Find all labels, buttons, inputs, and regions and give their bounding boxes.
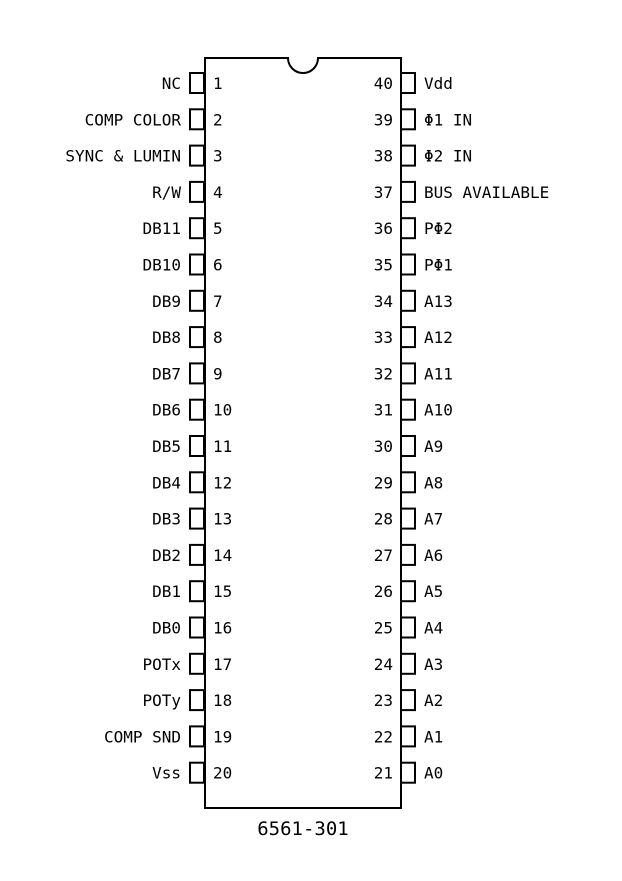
left-pin-3 — [65, 146, 222, 166]
pin-number: 23 — [373, 691, 393, 711]
left-pin-12 — [152, 472, 232, 492]
pin-stub — [190, 291, 204, 311]
pin-number: 15 — [213, 582, 233, 602]
left-pin-10 — [152, 400, 232, 420]
pin-label: Φ1 IN — [424, 110, 473, 130]
pin-stub — [401, 363, 415, 383]
pin-label: R/W — [152, 182, 181, 202]
left-pin-5 — [142, 218, 222, 238]
right-pin-40 — [374, 73, 453, 93]
pin-number: 38 — [373, 146, 393, 166]
left-pin-15 — [152, 581, 232, 601]
pin-number: 33 — [373, 328, 393, 348]
left-pin-1 — [162, 73, 223, 93]
right-pin-39 — [374, 109, 472, 129]
pin-number: 27 — [373, 545, 393, 565]
right-pin-34 — [374, 291, 453, 311]
pin-stub — [401, 73, 415, 93]
pin-label: A13 — [424, 291, 453, 311]
pin-stub — [401, 291, 415, 311]
pin-number: 4 — [213, 182, 223, 202]
pin-number: 29 — [373, 473, 393, 493]
pin-stub — [401, 690, 415, 710]
pin-stub — [401, 618, 415, 638]
pin-stub — [190, 763, 204, 783]
left-pin-9 — [152, 363, 223, 383]
pin-stub — [190, 73, 204, 93]
pin-label: BUS AVAILABLE — [424, 182, 550, 202]
pin-label: A5 — [424, 582, 444, 602]
pin-label: A1 — [424, 727, 444, 747]
pin-number: 19 — [213, 727, 233, 747]
left-pin-14 — [152, 545, 232, 565]
pin-number: 30 — [373, 437, 393, 456]
pin-label: POTx — [142, 654, 181, 674]
pin-label: COMP SND — [103, 727, 181, 747]
pin-stub — [190, 618, 204, 638]
right-pin-24 — [374, 654, 444, 674]
pin-stub — [190, 327, 204, 347]
pin-label: DB7 — [152, 364, 181, 384]
pin-label: A11 — [424, 364, 453, 384]
pin-stub — [190, 146, 204, 166]
left-pin-16 — [152, 618, 232, 638]
pin-label: NC — [161, 74, 181, 93]
right-pin-36 — [374, 218, 453, 238]
pin-label: DB11 — [142, 219, 181, 239]
pin-stub — [401, 255, 415, 275]
right-pin-33 — [374, 327, 453, 347]
pin-stub — [190, 255, 204, 275]
pin-number: 1 — [213, 74, 223, 93]
pin-number: 6 — [213, 255, 223, 275]
pin-number: 20 — [213, 763, 233, 783]
left-pin-11 — [152, 436, 232, 456]
pin-number: 25 — [373, 618, 393, 638]
right-pin-37 — [374, 182, 550, 202]
pin-label: DB8 — [152, 328, 181, 348]
pin-label: A2 — [424, 691, 444, 711]
pin-label: A12 — [424, 328, 453, 348]
pin-stub — [190, 363, 204, 383]
pin-label: DB2 — [152, 545, 181, 565]
pin-stub — [190, 182, 204, 202]
left-pin-18 — [142, 690, 232, 710]
pin-label: Vss — [152, 763, 181, 783]
left-pin-2 — [85, 109, 223, 129]
right-pin-38 — [374, 146, 472, 166]
pin-number: 13 — [213, 509, 233, 529]
left-pin-8 — [152, 327, 223, 347]
pin-label: A0 — [424, 763, 444, 783]
pin-label: DB4 — [152, 473, 181, 493]
pin-label: A10 — [424, 400, 453, 420]
pin-stub — [190, 726, 204, 746]
pin-label: PΦ1 — [424, 255, 453, 275]
right-pin-28 — [374, 509, 444, 529]
left-pin-20 — [152, 763, 232, 783]
pin-label: A9 — [424, 437, 444, 456]
pin-label: POTy — [142, 691, 181, 711]
pin-stub — [401, 146, 415, 166]
pin-number: 35 — [373, 255, 393, 275]
pin-number: 12 — [213, 473, 233, 493]
pin-stub — [190, 581, 204, 601]
pin-stub — [190, 509, 204, 529]
pin-label: DB3 — [152, 509, 181, 529]
left-pin-7 — [152, 291, 223, 311]
pin-label: DB9 — [152, 291, 181, 311]
pin-label: DB10 — [142, 255, 181, 275]
right-pin-23 — [374, 690, 444, 710]
pin-stub — [401, 400, 415, 420]
right-pin-21 — [374, 763, 444, 783]
pin-number: 7 — [213, 291, 223, 311]
pin-label: A8 — [424, 473, 444, 493]
pin-number: 8 — [213, 328, 223, 348]
pins-group — [65, 73, 549, 783]
pin-number: 40 — [373, 74, 393, 93]
right-pin-35 — [374, 255, 453, 275]
pin-label: Φ2 IN — [424, 146, 473, 166]
pin-stub — [190, 109, 204, 129]
pin-number: 5 — [213, 219, 223, 239]
pin-label: A6 — [424, 545, 444, 565]
pin-stub — [401, 436, 415, 456]
pin-label: DB5 — [152, 437, 181, 456]
pin-stub — [401, 726, 415, 746]
pin-stub — [401, 509, 415, 529]
pin-stub — [190, 545, 204, 565]
pin-number: 22 — [373, 727, 393, 747]
right-pin-30 — [374, 436, 444, 456]
pin-number: 32 — [373, 364, 393, 384]
pin-label: PΦ2 — [424, 219, 453, 239]
pin-stub — [401, 327, 415, 347]
pin-number: 11 — [213, 437, 233, 456]
pin-number: 28 — [373, 509, 393, 529]
pin-number: 18 — [213, 691, 233, 711]
pin-number: 21 — [373, 763, 393, 783]
pin-number: 14 — [213, 545, 233, 565]
right-pin-27 — [374, 545, 444, 565]
right-pin-26 — [374, 581, 444, 601]
pin-number: 36 — [373, 219, 393, 239]
left-pin-6 — [142, 255, 222, 275]
pin-label: DB1 — [152, 582, 181, 602]
pin-stub — [401, 545, 415, 565]
pin-number: 10 — [213, 400, 233, 420]
pin-label: COMP COLOR — [84, 110, 181, 130]
pin-stub — [401, 218, 415, 238]
pin-number: 17 — [213, 654, 233, 674]
pin-stub — [401, 109, 415, 129]
right-pin-31 — [374, 400, 453, 420]
pin-number: 37 — [373, 182, 393, 202]
right-pin-22 — [374, 726, 444, 746]
pin-stub — [190, 218, 204, 238]
pin-number: 3 — [213, 146, 223, 166]
right-pin-32 — [374, 363, 453, 383]
pin-stub — [190, 472, 204, 492]
pin-label: Vdd — [424, 74, 453, 93]
pin-number: 16 — [213, 618, 233, 638]
left-pin-17 — [142, 654, 232, 674]
pin-number: 31 — [373, 400, 393, 420]
pin-stub — [401, 654, 415, 674]
pin-label: DB6 — [152, 400, 181, 420]
pin-label: DB0 — [152, 618, 181, 638]
pin-number: 26 — [373, 582, 393, 602]
pin-stub — [190, 400, 204, 420]
left-pin-4 — [152, 182, 223, 202]
right-pin-25 — [374, 618, 444, 638]
chip-body — [205, 58, 401, 808]
pin-number: 2 — [213, 110, 223, 130]
pin-number: 39 — [373, 110, 393, 130]
pin-stub — [190, 654, 204, 674]
right-pin-29 — [374, 472, 444, 492]
pin-stub — [190, 436, 204, 456]
pin-number: 9 — [213, 364, 223, 384]
left-pin-13 — [152, 509, 232, 529]
pin-label: SYNC & LUMIN — [65, 146, 181, 166]
part-number-label: 6561-301 — [257, 818, 349, 840]
pin-stub — [401, 182, 415, 202]
pin-number: 34 — [373, 291, 393, 311]
pin-label: A4 — [424, 618, 444, 638]
pin-stub — [190, 690, 204, 710]
pin-stub — [401, 763, 415, 783]
pin-label: A3 — [424, 654, 444, 674]
pin-stub — [401, 581, 415, 601]
pin-label: A7 — [424, 509, 444, 529]
pin-number: 24 — [373, 654, 393, 674]
left-pin-19 — [104, 726, 232, 746]
pin-stub — [401, 472, 415, 492]
